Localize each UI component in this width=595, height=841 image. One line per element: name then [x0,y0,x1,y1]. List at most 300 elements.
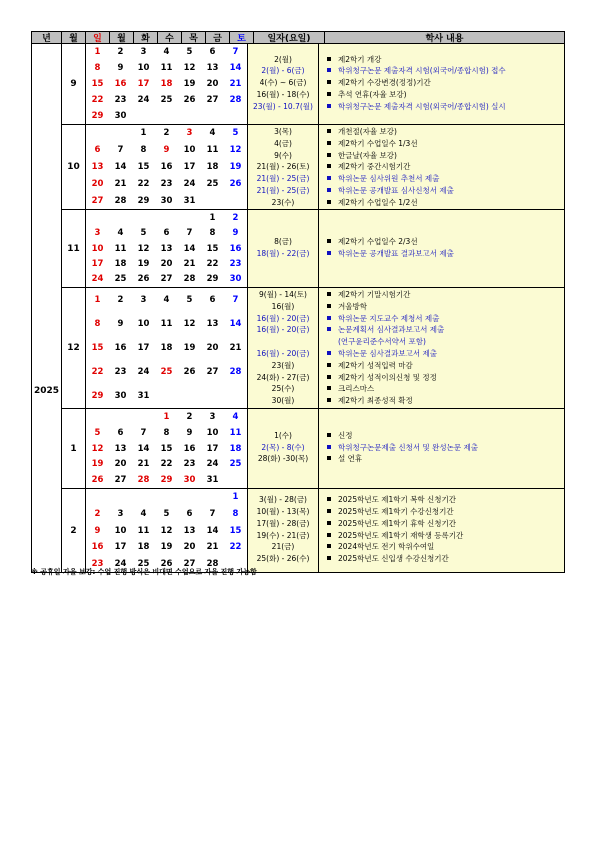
calendar-day: 11 [114,243,127,254]
bullet-icon [327,533,331,537]
calendar-day: 20 [91,178,104,189]
event-text: 2025학년도 제1학기 수강신청기간 [338,506,454,516]
calendar-day [109,128,132,138]
calendar-day: 22 [137,178,150,189]
event-text: 논문계획서 심사결과보고서 제출 [338,325,445,335]
calendar-day: 3 [94,228,101,239]
calendar-day: 21 [229,343,242,353]
month-calendar [86,125,248,209]
calendar-week [86,542,247,552]
event-text: 제2학기 개강 [338,54,382,64]
calendar-day: 17 [91,258,104,269]
calendar-day: 13 [206,63,219,73]
month-block-11 [62,210,564,288]
header-wed: 수 [158,32,182,43]
calendar-week [86,196,247,206]
month-block-2 [62,489,564,572]
calendar-week [86,459,247,469]
calendar-week [86,428,247,438]
event-date: 23(수) [271,197,295,207]
calendar-day: 6 [186,508,193,519]
calendar-day [155,111,178,121]
event-date: 23(월) - 10.7(월) [253,101,313,111]
calendar-day: 20 [206,343,219,353]
calendar-day [155,492,178,502]
calendar-day: 11 [229,427,242,438]
calendar-day: 10 [114,525,127,536]
calendar-day: 30 [114,391,127,401]
calendar-day [201,391,224,401]
calendar-day [109,492,132,502]
event-dates [248,409,319,488]
header-year: 년 [32,32,62,43]
calendar-day: 6 [163,228,170,239]
calendar-day [224,475,247,485]
calendar-day: 9 [163,145,170,156]
event-date: 2(월) - 6(금) [261,66,305,76]
calendar-day: 7 [117,145,124,156]
calendar-day: 17 [114,542,127,553]
calendar-day [132,213,155,223]
calendar-day: 30 [160,195,173,206]
bullet-icon [327,153,331,157]
calendar-day: 18 [137,542,150,553]
header-content: 학사 내용 [425,34,464,44]
event-date: 24(화) - 27(금) [256,372,310,382]
calendar-day: 23 [91,558,104,569]
event-date: 16(월) - 20(금) [256,325,310,335]
event-date: 25(수) [271,384,295,394]
calendar-day: 12 [183,63,196,73]
header-date: 일자(요일) [254,32,325,43]
month-block-1 [62,409,564,489]
event-date: 21(월) - 26(토) [256,162,310,172]
bullet-icon [327,521,331,525]
calendar-day: 7 [186,228,193,239]
calendar-day: 10 [137,63,150,73]
event-text: 학위청구논문 제출자격 시험(외국어/종합시험) 실시 [338,101,506,111]
calendar-day: 18 [114,258,127,269]
event-date: 16(월) - 20(금) [256,313,310,323]
event-date: 16(월) - 20(금) [256,349,310,358]
calendar-day: 16 [114,79,127,89]
calendar-week [86,444,247,454]
event-item [319,554,564,564]
bullet-icon [327,176,331,180]
calendar-day: 4 [163,295,170,305]
calendar-day: 9 [117,319,124,329]
bullet-icon [327,164,331,168]
calendar-day: 20 [160,258,173,269]
calendar-day: 20 [114,459,127,470]
event-item [319,90,564,100]
event-dates [248,44,319,124]
calendar-day [224,196,247,206]
calendar-week [86,244,247,254]
calendar-day: 12 [183,319,196,329]
bullet-icon [327,456,331,460]
header-tue: 화 [134,32,158,43]
bullet-icon [327,327,331,331]
calendar-day: 12 [229,145,242,156]
calendar-day: 28 [206,558,219,569]
calendar-day: 4 [117,228,124,239]
calendar-day: 2 [186,411,193,422]
calendar-day: 23 [229,258,242,269]
calendar-day: 14 [229,319,242,329]
calendar-day: 8 [94,319,101,329]
bullet-icon [327,375,331,379]
calendar-day: 16 [114,343,127,353]
calendar-day: 15 [206,243,219,254]
event-date: 2(월) [274,54,292,64]
event-item [319,542,564,552]
calendar-day: 28 [183,274,196,285]
event-date: 21(월) - 25(금) [256,174,310,184]
calendar-day: 28 [229,95,242,105]
event-contents [319,409,564,488]
event-item [319,495,564,505]
event-dates [248,210,319,287]
calendar-week [86,79,247,89]
event-text: 제2학기 수업일수 1/3선 [338,138,418,148]
event-item [319,396,564,406]
event-item [319,237,564,247]
calendar-day [132,492,155,502]
calendar-week [86,63,247,73]
calendar-day: 15 [229,525,242,536]
event-text: 개천절(자율 보강) [338,127,397,136]
bullet-icon [327,57,331,61]
bullet-icon [327,556,331,560]
calendar-day: 5 [186,47,193,57]
calendar-day [178,111,201,121]
event-date: 3(월) - 28(금) [259,495,307,505]
calendar-day: 3 [140,47,147,57]
calendar-day: 14 [206,525,219,536]
calendar-day: 17 [137,79,150,89]
calendar-day: 13 [91,162,104,172]
event-text: 학위논문 공개발표 심사신청서 제출 [338,186,454,195]
months-container [62,44,564,572]
event-text: 제2학기 성적이의신청 및 정정 [338,372,437,382]
calendar-day: 4 [232,411,239,422]
calendar-day: 8 [140,145,147,156]
event-contents [319,210,564,287]
bullet-icon [327,239,331,243]
calendar-day [86,213,109,223]
month-calendar [86,409,248,488]
calendar-day: 14 [137,443,150,454]
event-date: 4(수) ~ 6(금) [259,78,307,88]
event-date: 18(월) - 22(금) [256,248,310,258]
event-item [319,186,564,196]
bullet-icon [327,188,331,192]
calendar-day [132,111,155,121]
calendar-day: 12 [137,243,150,254]
event-item [319,102,564,112]
header-mon: 월 [110,32,134,43]
calendar-day: 13 [114,443,127,454]
event-contents [319,489,564,572]
event-dates [248,288,319,408]
calendar-day: 8 [209,228,216,239]
month-label: 1 [62,409,86,488]
event-date: 17(월) - 28(금) [256,518,310,528]
bullet-icon [327,544,331,548]
calendar-day [224,391,247,401]
calendar-day: 16 [91,542,104,553]
calendar-day: 5 [163,508,170,519]
calendar-day: 4 [140,508,147,519]
event-text: 제2학기 중간시험기간 [338,162,411,172]
calendar-day: 20 [183,542,196,553]
event-text: 학위청구논문 제출자격 시험(외국어/종합시험) 접수 [338,66,506,76]
calendar-day: 29 [206,274,219,285]
calendar-day: 21 [206,542,219,553]
event-item [319,198,564,208]
calendar-day: 10 [183,145,196,156]
event-item [319,507,564,517]
bullet-icon [327,363,331,367]
event-text: 한글날(자율 보강) [338,150,397,160]
month-label: 12 [62,288,86,408]
calendar-day: 15 [137,162,150,172]
calendar-day: 8 [232,508,239,519]
calendar-day: 17 [183,162,196,172]
calendar-day: 31 [137,391,150,401]
calendar-week [86,162,247,172]
event-date: 21(월) - 25(금) [256,186,310,195]
event-text: 설 연휴 [338,454,363,464]
calendar-day: 15 [91,79,104,89]
calendar-day: 26 [137,274,150,285]
bullet-icon [327,68,331,72]
calendar-day [86,128,109,138]
calendar-day: 28 [114,195,127,206]
calendar-day: 27 [114,475,127,486]
month-calendar [86,288,248,408]
event-item [319,78,564,88]
header-sat: 토 [230,32,254,43]
calendar-day: 19 [229,162,242,172]
event-date: 28(화) -30(목) [257,454,309,464]
calendar-week [86,145,247,155]
month-label: 10 [62,125,86,209]
event-text: 제2학기 성적입력 마감 [338,360,413,370]
calendar-week [86,179,247,189]
calendar-day: 18 [160,343,173,353]
bullet-icon [327,200,331,204]
month-block-9 [62,44,564,125]
calendar-day: 22 [206,258,219,269]
calendar-day: 16 [183,443,196,454]
calendar-day: 14 [114,162,127,172]
calendar-day [201,492,224,502]
event-item [319,290,564,300]
event-text: 겨울방학 [338,301,367,311]
calendar-day: 9 [94,525,101,536]
bullet-icon [327,398,331,402]
event-date: 16(월) [271,301,295,311]
calendar-day: 7 [209,508,216,519]
month-block-10 [62,125,564,210]
calendar-day: 5 [232,128,239,139]
event-date [248,337,318,347]
calendar-day: 20 [206,79,219,89]
event-item [319,431,564,441]
event-item [319,373,564,383]
event-text: 학위논문 심사위원 추천서 제출 [338,174,440,184]
calendar-day: 10 [206,427,219,438]
bullet-icon [327,129,331,133]
calendar-day: 26 [183,367,196,377]
calendar-day: 25 [229,459,242,470]
footnote: ※ 공휴일 자율 보강: 수업 진행 방식은 비대면 수업으로 자율 진행 가능함 [31,568,257,576]
calendar-week [86,295,247,305]
year-cell [32,44,62,572]
month-calendar [86,44,248,124]
event-text: 학위논문 공개발표 결과보고서 제출 [338,248,454,258]
bullet-icon [327,292,331,296]
event-item [319,162,564,172]
calendar-day: 12 [91,443,104,454]
calendar-week [86,111,247,121]
calendar-day: 18 [160,79,173,89]
event-date: 9(수) [274,150,292,160]
calendar-day: 3 [186,128,193,139]
calendar-day: 24 [114,558,127,569]
event-item [319,151,564,161]
academic-calendar [31,31,565,573]
calendar-week [86,47,247,57]
calendar-day: 25 [114,274,127,285]
calendar-day [132,412,155,422]
calendar-day: 1 [163,411,170,422]
calendar-week [86,259,247,269]
calendar-day: 2 [232,212,239,223]
bullet-icon [327,386,331,390]
calendar-day: 12 [160,525,173,536]
calendar-day: 26 [229,178,242,189]
calendar-day [155,213,178,223]
calendar-day: 30 [183,475,196,486]
calendar-day: 26 [160,558,173,569]
header-thu: 목 [182,32,206,43]
calendar-day: 1 [94,47,101,57]
header-fri: 금 [206,32,230,43]
calendar-day: 4 [163,47,170,57]
month-block-12 [62,288,564,409]
event-text: 2025학년도 제1학기 휴학 신청기간 [338,518,456,528]
event-date: 8(금) [274,236,292,246]
event-item [319,302,564,312]
calendar-day: 26 [91,475,104,486]
month-label: 9 [62,44,86,124]
calendar-day: 27 [206,367,219,377]
event-item [319,384,564,394]
calendar-day: 27 [206,95,219,105]
calendar-week [86,128,247,138]
calendar-day [86,412,109,422]
event-date: 23(월) [271,360,295,370]
calendar-day [109,213,132,223]
calendar-day: 4 [209,128,216,139]
calendar-day: 18 [229,443,242,454]
calendar-day: 3 [209,411,216,422]
calendar-day: 21 [183,258,196,269]
event-item [319,66,564,76]
event-date: 19(수) - 21(금) [256,530,310,540]
event-text: 제2학기 수강변경(정정)기간 [338,78,431,88]
event-date: 1(수) [274,430,292,440]
event-item [319,325,564,335]
event-text: 2025학년도 신입생 수강신청기간 [338,554,449,564]
bullet-icon [327,433,331,437]
event-text: 제2학기 수업일수 2/3선 [338,236,418,246]
calendar-day: 21 [114,178,127,189]
bullet-icon [327,351,331,355]
month-label: 2 [62,489,86,572]
calendar-day: 28 [137,475,150,486]
calendar-day: 28 [229,367,242,377]
event-dates [248,125,319,209]
calendar-day: 16 [229,243,242,254]
table-header [31,31,565,44]
calendar-day: 23 [114,367,127,377]
calendar-week [86,343,247,353]
calendar-day: 7 [232,295,239,305]
calendar-day: 8 [163,427,170,438]
calendar-day: 23 [183,459,196,470]
event-date: 30(월) [271,396,295,406]
event-date: 16(월) - 18(수) [256,89,310,99]
calendar-day: 8 [94,63,101,73]
calendar-day: 15 [160,443,173,454]
event-text: 제2학기 기말시험기간 [338,290,411,299]
calendar-day: 10 [137,319,150,329]
calendar-day: 11 [137,525,150,536]
event-date: 9(월) - 14(토) [259,290,307,299]
calendar-day: 9 [232,228,239,239]
calendar-day: 3 [117,508,124,519]
calendar-week [86,228,247,238]
calendar-day: 22 [229,542,242,553]
calendar-day: 1 [209,212,216,223]
month-calendar [86,210,248,287]
calendar-day [178,213,201,223]
bullet-icon [327,497,331,501]
event-item [319,249,564,259]
event-text: 학위논문 지도교수 제청서 제출 [338,313,440,323]
event-text: 2024학년도 전기 학위수여일 [338,542,435,552]
calendar-day: 19 [91,459,104,470]
calendar-day: 14 [229,63,242,73]
calendar-day: 24 [183,178,196,189]
calendar-day: 19 [137,258,150,269]
bullet-icon [327,251,331,255]
month-calendar [86,489,248,572]
bullet-icon [327,104,331,108]
calendar-day: 6 [117,427,124,438]
calendar-day: 9 [186,427,193,438]
event-item [319,55,564,65]
event-text: 추석 연휴(자율 보강) [338,89,407,99]
calendar-day: 24 [206,459,219,470]
event-text: 신정 [338,430,353,440]
header-month: 월 [62,32,86,43]
calendar-week [86,509,247,519]
